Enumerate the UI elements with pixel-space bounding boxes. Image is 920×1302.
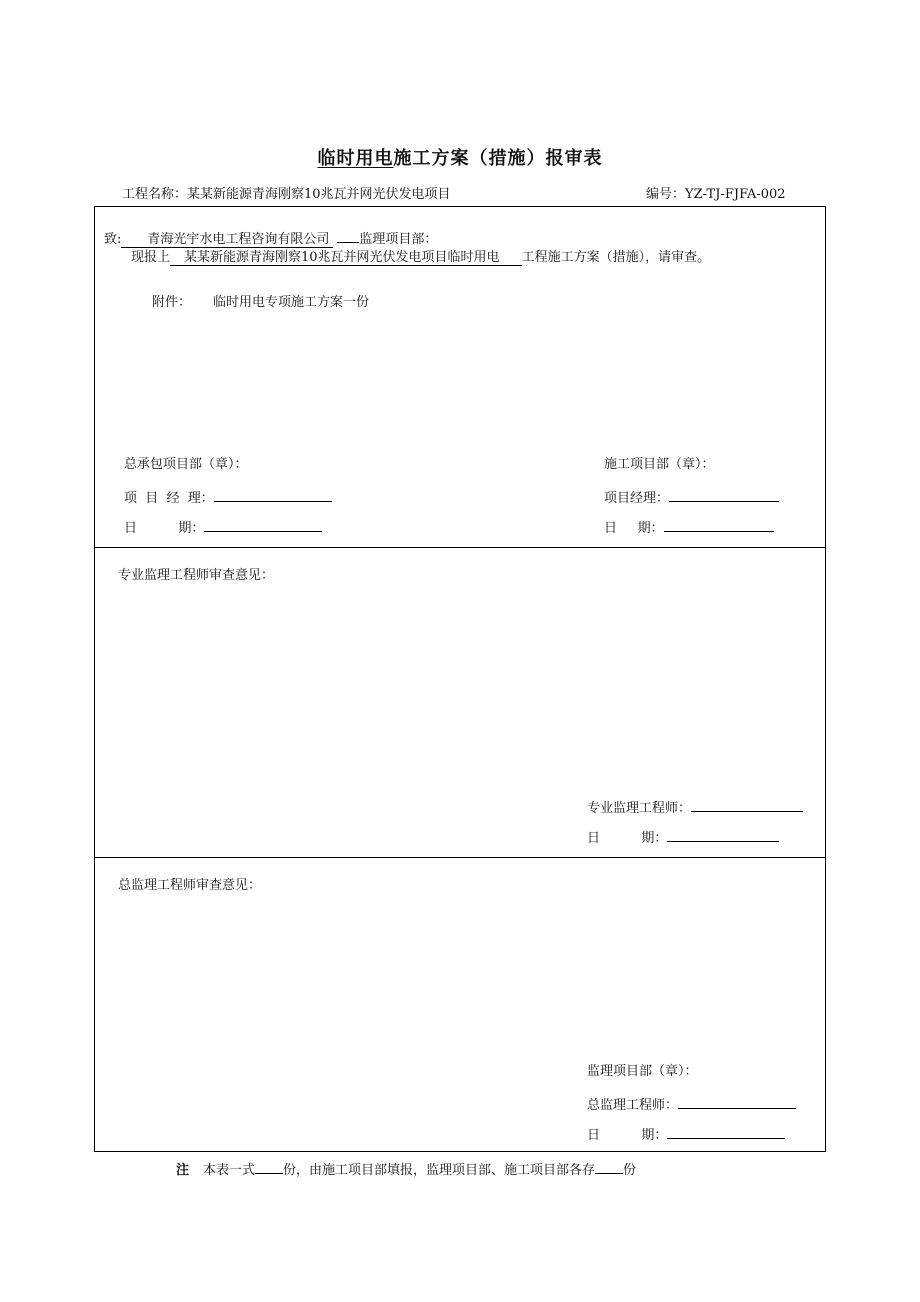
contractor-date-label: 日 期： <box>124 521 205 536</box>
note-part3: 份 <box>623 1163 637 1178</box>
contractor-manager-field[interactable] <box>214 489 332 502</box>
project-name-row <box>122 188 451 201</box>
report-row <box>131 251 710 266</box>
contractor-date-field[interactable] <box>204 519 322 532</box>
contractor-date-row <box>124 519 322 535</box>
section-divider-2 <box>94 857 826 858</box>
professional-engineer-label: 专业监理工程师： <box>587 801 692 816</box>
chief-opinion-label: 总监理工程师审查意见： <box>118 878 262 893</box>
project-name: 某某新能源青海刚察10兆瓦并网光伏发电项目 <box>187 187 451 202</box>
supervision-dept-label: 监理项目部（章）： <box>587 1064 698 1079</box>
contractor-manager-row <box>124 489 332 505</box>
report-project: 某某新能源青海刚察10兆瓦并网光伏发电项目临时用电 <box>170 251 522 266</box>
construction-date-field[interactable] <box>664 519 774 532</box>
section-divider-1 <box>94 547 826 548</box>
addressee-row <box>104 230 437 248</box>
professional-engineer-row <box>587 799 803 815</box>
chief-date-row <box>587 1126 785 1142</box>
title-rest: 施工方案（措施）报审表 <box>393 148 603 169</box>
copies-total-field[interactable] <box>255 1161 283 1174</box>
to-label: 致: <box>104 232 122 247</box>
document-code: YZ-TJ-FJFA-002 <box>685 187 786 202</box>
addressee-suffix: 监理项目部： <box>359 232 438 247</box>
report-prefix: 现报上 <box>131 250 171 265</box>
professional-opinion-label: 专业监理工程师审查意见： <box>118 568 275 583</box>
construction-manager-field[interactable] <box>669 489 779 502</box>
chief-engineer-row <box>587 1096 796 1112</box>
construction-manager-row <box>604 489 779 505</box>
professional-date-row <box>587 829 779 845</box>
chief-date-field[interactable] <box>667 1126 785 1139</box>
note-label: 注 <box>176 1163 190 1178</box>
construction-dept-label: 施工项目部（章）： <box>604 457 715 472</box>
attachment-row <box>152 296 369 309</box>
chief-engineer-field[interactable] <box>678 1096 796 1109</box>
attachment-label: 附件： <box>152 295 192 310</box>
project-label: 工程名称： <box>122 187 188 202</box>
copies-each-field[interactable] <box>595 1161 623 1174</box>
addressee-blank[interactable] <box>337 230 359 243</box>
contractor-manager-label: 项 目 经 理： <box>124 491 214 506</box>
report-suffix: 工程施工方案（措施），请审查。 <box>521 250 711 265</box>
professional-engineer-field[interactable] <box>691 799 803 812</box>
contractor-dept-label: 总承包项目部（章）： <box>124 457 248 472</box>
professional-date-label: 日 期： <box>587 831 668 846</box>
page-title <box>0 150 920 168</box>
attachment-text: 临时用电专项施工方案一份 <box>213 295 370 310</box>
construction-date-row <box>604 519 774 535</box>
addressee-name: 青海光宇水电工程咨询有限公司 <box>121 233 333 248</box>
professional-date-field[interactable] <box>667 829 779 842</box>
footer-note <box>176 1161 636 1177</box>
form-table <box>94 206 826 1152</box>
note-part1: 本表一式 <box>203 1163 256 1178</box>
title-underlined: 临时用电 <box>317 148 394 169</box>
chief-engineer-label: 总监理工程师： <box>587 1098 679 1113</box>
chief-date-label: 日 期： <box>587 1128 668 1143</box>
note-part2: 份，由施工项目部填报，监理项目部、施工项目部各存 <box>283 1163 596 1178</box>
document-code-row <box>646 188 786 201</box>
construction-date-label: 日 期： <box>604 521 664 536</box>
code-label: 编号： <box>646 187 686 202</box>
construction-manager-label: 项目经理： <box>604 491 670 506</box>
